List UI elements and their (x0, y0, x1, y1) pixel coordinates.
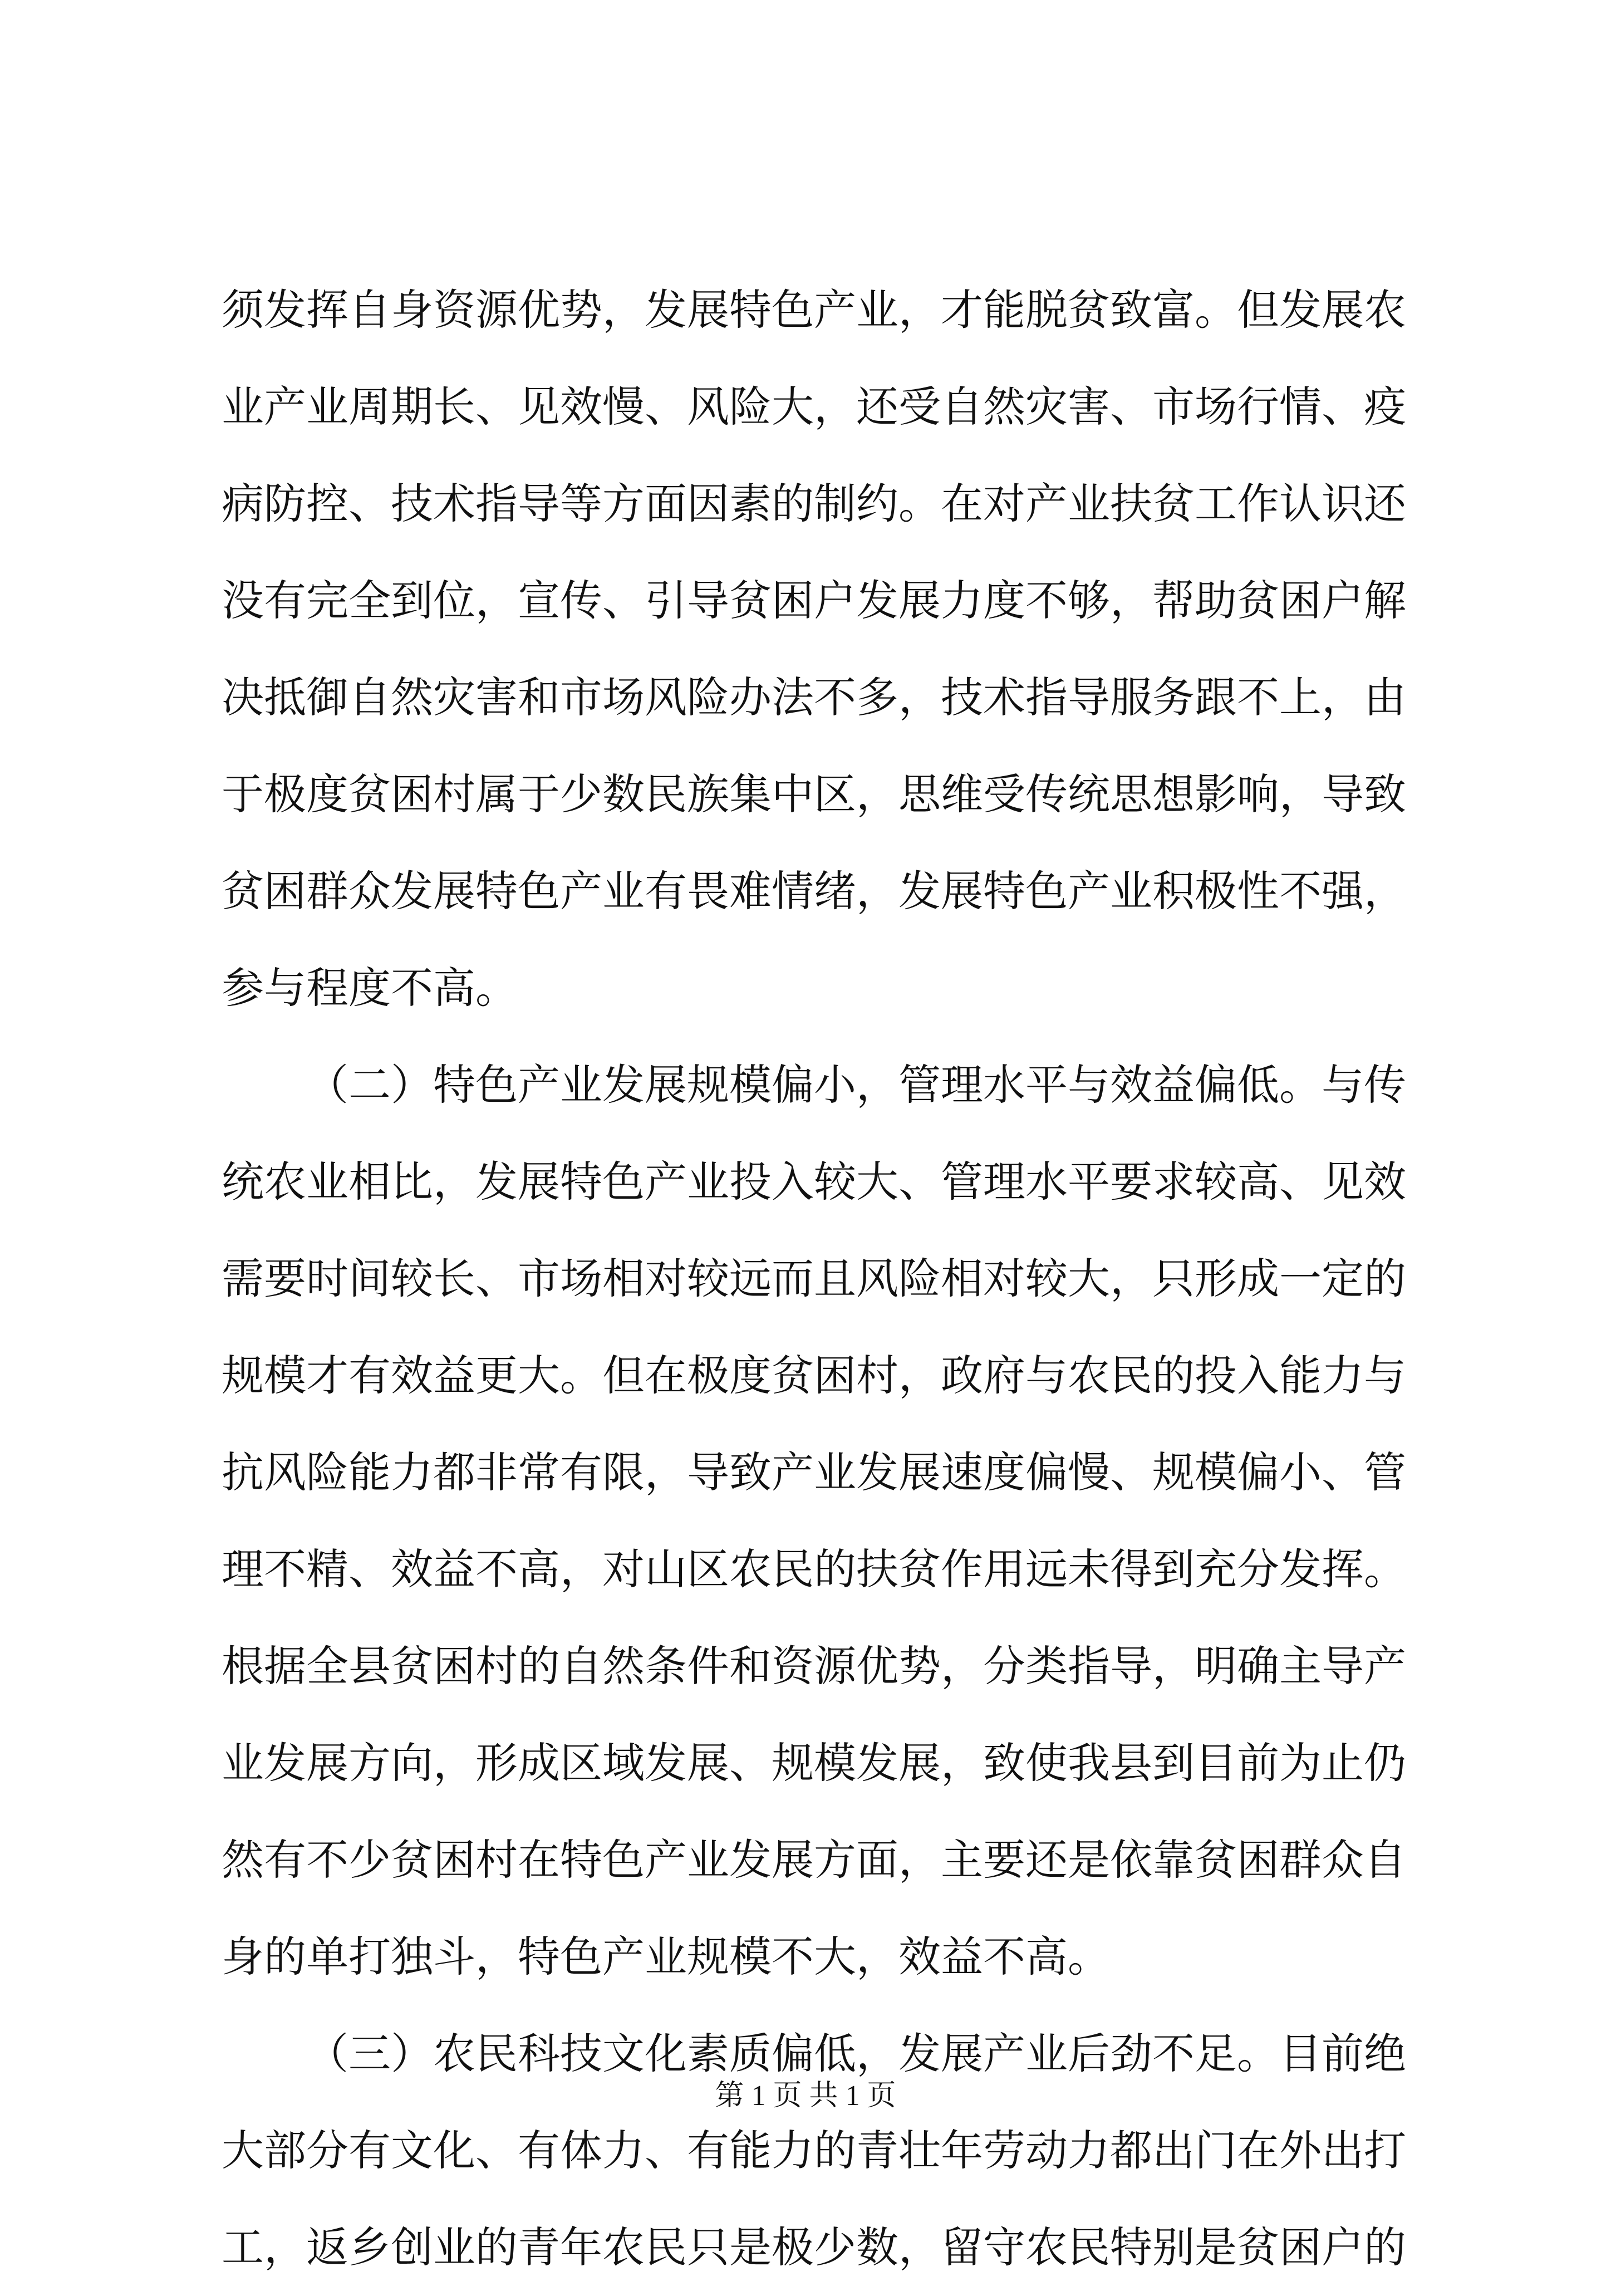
text-line: 没有完全到位，宣传、引导贫困户发展力度不够，帮助贫困户解 (222, 576, 1406, 625)
text-line: 业发展方向，形成区域发展、规模发展，致使我县到目前为止仍 (222, 1738, 1406, 1788)
text-line: 需要时间较长、市场相对较远而且风险相对较大，只形成一定的 (222, 1254, 1406, 1303)
document-body (222, 262, 1406, 2296)
text-line: 于极度贫困村属于少数民族集中区，思维受传统思想影响，导致 (222, 769, 1406, 819)
text-line: 根据全县贫困村的自然条件和资源优势，分类指导，明确主导产 (222, 1641, 1406, 1691)
section-heading-line: （二）特色产业发展规模偏小，管理水平与效益偏低。与传 (306, 1060, 1406, 1110)
text-line: 工，返乡创业的青年农民只是极少数，留守农民特别是贫困户的 (222, 2223, 1406, 2272)
text-line: 理不精、效益不高，对山区农民的扶贫作用远未得到充分发挥。 (222, 1544, 1406, 1594)
text-line: 抗风险能力都非常有限，导致产业发展速度偏慢、规模偏小、管 (222, 1448, 1406, 1497)
text-line: 参与程度不高。 (222, 963, 518, 1013)
text-line: 大部分有文化、有体力、有能力的青壮年劳动力都出门在外出打 (222, 2126, 1406, 2175)
text-line: 病防控、技术指导等方面因素的制约。在对产业扶贫工作认识还 (222, 479, 1406, 528)
text-line: 业产业周期长、见效慢、风险大，还受自然灾害、市场行情、疫 (222, 382, 1406, 431)
text-line: 统农业相比，发展特色产业投入较大、管理水平要求较高、见效 (222, 1157, 1406, 1206)
text-line: 决抵御自然灾害和市场风险办法不多，技术指导服务跟不上，由 (222, 673, 1406, 722)
text-line: 然有不少贫困村在特色产业发展方面，主要还是依靠贫困群众自 (222, 1835, 1406, 1885)
section-heading-line: （三）农民科技文化素质偏低，发展产业后劲不足。目前绝 (306, 2029, 1406, 2078)
text-line: 须发挥自身资源优势，发展特色产业，才能脱贫致富。但发展农 (222, 285, 1406, 335)
text-line: 规模才有效益更大。但在极度贫困村，政府与农民的投入能力与 (222, 1351, 1406, 1400)
page-footer: 第 1 页 共 1 页 (715, 2080, 896, 2112)
text-line: 身的单打独斗，特色产业规模不大，效益不高。 (222, 1932, 1110, 1981)
text-line: 贫困群众发展特色产业有畏难情绪，发展特色产业积极性不强， (222, 866, 1406, 916)
